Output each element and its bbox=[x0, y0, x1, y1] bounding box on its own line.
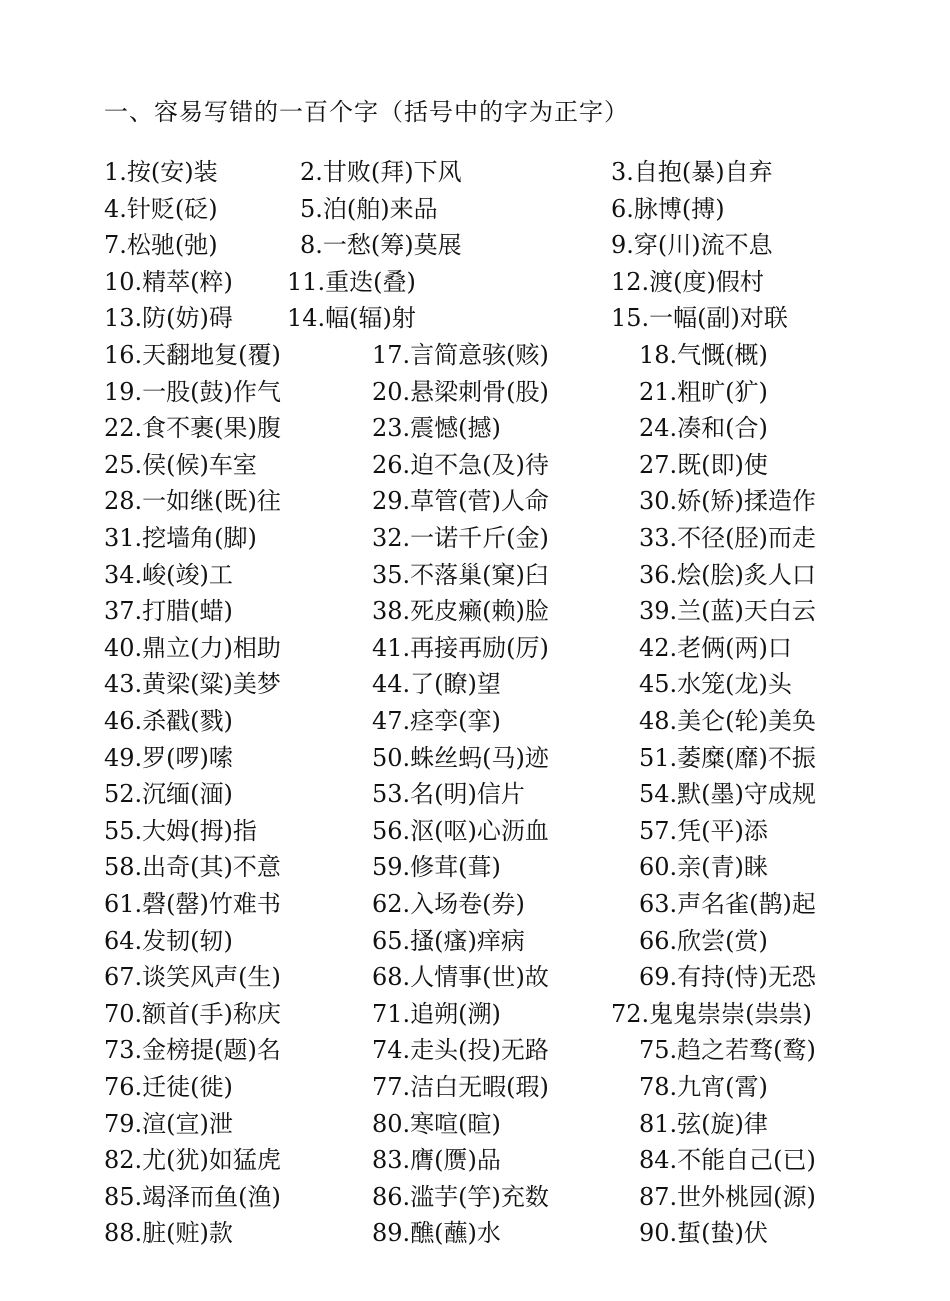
list-item: 37.打腊(蜡) bbox=[104, 597, 233, 626]
list-item: 80.寒喧(暄) bbox=[372, 1109, 501, 1138]
list-item: 67.谈笑风声(生) bbox=[104, 963, 281, 992]
list-item: 26.迫不急(及)待 bbox=[372, 450, 549, 479]
list-item: 2.甘败(拜)下风 bbox=[300, 158, 462, 186]
list-item: 81.弦(旋)律 bbox=[639, 1109, 768, 1138]
list-item: 89.醮(蘸)水 bbox=[372, 1219, 501, 1248]
list-item: 69.有持(恃)无恐 bbox=[639, 963, 816, 992]
list-item: 48.美仑(轮)美奂 bbox=[639, 707, 816, 735]
list-item: 34.峻(竣)工 bbox=[104, 560, 233, 589]
list-item: 10.精萃(粹) bbox=[104, 267, 233, 296]
list-item: 61.磬(罄)竹难书 bbox=[104, 890, 281, 918]
list-item: 21.粗旷(犷) bbox=[639, 377, 768, 406]
list-item: 52.沉缅(湎) bbox=[104, 780, 233, 809]
list-item: 18.气慨(概) bbox=[639, 341, 768, 369]
list-item: 38.死皮癞(赖)脸 bbox=[372, 597, 549, 626]
list-item: 7.松驰(弛) bbox=[104, 231, 218, 260]
list-item: 27.既(即)使 bbox=[639, 450, 768, 479]
list-item: 12.渡(度)假村 bbox=[611, 267, 764, 296]
list-item: 20.悬梁刺骨(股) bbox=[372, 377, 549, 406]
list-item: 19.一股(鼓)作气 bbox=[104, 377, 281, 406]
list-item: 39.兰(蓝)天白云 bbox=[639, 597, 816, 626]
list-item: 66.欣尝(赏) bbox=[639, 926, 768, 955]
list-item: 50.蛛丝蚂(马)迹 bbox=[372, 743, 549, 772]
list-item: 8.一愁(筹)莫展 bbox=[300, 231, 462, 260]
list-item: 71.追朔(溯) bbox=[372, 999, 501, 1028]
list-item: 70.额首(手)称庆 bbox=[104, 999, 281, 1028]
list-item: 65.搔(瘙)痒病 bbox=[372, 926, 525, 955]
list-item: 44.了(瞭)望 bbox=[372, 670, 501, 699]
list-item: 9.穿(川)流不息 bbox=[611, 231, 773, 260]
list-item: 13.防(妨)碍 bbox=[104, 304, 233, 333]
list-item: 22.食不裹(果)腹 bbox=[104, 414, 281, 443]
list-item: 72.鬼鬼崇崇(祟祟) bbox=[611, 999, 812, 1028]
list-item: 54.默(墨)守成规 bbox=[639, 780, 816, 809]
list-item: 15.一幅(副)对联 bbox=[611, 304, 788, 333]
list-item: 59.修茸(葺) bbox=[372, 853, 501, 882]
list-item: 11.重迭(叠) bbox=[287, 267, 416, 296]
list-item: 56.沤(呕)心沥血 bbox=[372, 816, 549, 845]
list-item: 87.世外桃园(源) bbox=[639, 1182, 816, 1211]
list-item: 90.蜇(蛰)伏 bbox=[639, 1219, 768, 1248]
list-item: 86.滥芋(竽)充数 bbox=[372, 1182, 549, 1211]
list-item: 35.不落巢(窠)臼 bbox=[372, 560, 549, 589]
list-item: 64.发韧(轫) bbox=[104, 926, 233, 955]
list-item: 51.萎糜(靡)不振 bbox=[639, 743, 816, 772]
list-item: 43.黄梁(粱)美梦 bbox=[104, 670, 281, 699]
list-item: 40.鼎立(力)相助 bbox=[104, 633, 281, 662]
list-item: 55.大姆(拇)指 bbox=[104, 816, 257, 845]
list-item: 75.趋之若骛(鹜) bbox=[639, 1036, 816, 1065]
list-item: 46.杀戳(戮) bbox=[104, 707, 233, 735]
list-item: 78.九宵(霄) bbox=[639, 1073, 768, 1101]
list-item: 24.凑和(合) bbox=[639, 414, 768, 443]
list-item: 49.罗(啰)嗦 bbox=[104, 743, 233, 772]
list-item: 79.渲(宣)泄 bbox=[104, 1109, 233, 1138]
list-item: 73.金榜提(题)名 bbox=[104, 1036, 281, 1065]
list-item: 25.侯(候)车室 bbox=[104, 450, 257, 479]
list-item: 16.天翻地复(覆) bbox=[104, 341, 281, 369]
list-item: 29.草管(菅)人命 bbox=[372, 487, 549, 516]
list-item: 63.声名雀(鹊)起 bbox=[639, 890, 816, 918]
list-item: 84.不能自己(已) bbox=[639, 1146, 816, 1175]
list-item: 58.出奇(其)不意 bbox=[104, 853, 281, 882]
list-item: 1.按(安)装 bbox=[104, 158, 218, 186]
list-item: 31.挖墙角(脚) bbox=[104, 524, 257, 552]
list-item: 23.震憾(撼) bbox=[372, 414, 501, 443]
list-item: 57.凭(平)添 bbox=[639, 816, 768, 845]
list-item: 47.痉孪(挛) bbox=[372, 707, 501, 735]
list-item: 4.针贬(砭) bbox=[104, 194, 218, 223]
page-title: 一、容易写错的一百个字（括号中的字为正字） bbox=[104, 98, 629, 126]
list-item: 62.入场卷(券) bbox=[372, 890, 525, 918]
list-item: 17.言简意骇(赅) bbox=[372, 341, 549, 369]
list-item: 5.泊(舶)来品 bbox=[300, 194, 438, 223]
list-item: 6.脉博(搏) bbox=[611, 194, 725, 223]
list-item: 45.水笼(龙)头 bbox=[639, 670, 792, 699]
list-item: 74.走头(投)无路 bbox=[372, 1036, 549, 1065]
list-item: 33.不径(胫)而走 bbox=[639, 524, 816, 552]
list-item: 85.竭泽而鱼(渔) bbox=[104, 1182, 281, 1211]
list-item: 14.幅(辐)射 bbox=[287, 304, 416, 333]
list-item: 77.洁白无暇(瑕) bbox=[372, 1073, 549, 1101]
list-item: 76.迁徒(徙) bbox=[104, 1073, 233, 1101]
list-item: 60.亲(青)睐 bbox=[639, 853, 768, 882]
list-item: 53.名(明)信片 bbox=[372, 780, 525, 809]
list-item: 83.膺(赝)品 bbox=[372, 1146, 501, 1175]
list-item: 30.娇(矫)揉造作 bbox=[639, 487, 816, 516]
list-item: 36.烩(脍)炙人口 bbox=[639, 560, 816, 589]
list-item: 28.一如继(既)往 bbox=[104, 487, 281, 516]
list-item: 32.一诺千斤(金) bbox=[372, 524, 549, 552]
list-item: 68.人情事(世)故 bbox=[372, 963, 549, 992]
list-item: 42.老俩(两)口 bbox=[639, 633, 792, 662]
list-item: 3.自抱(暴)自弃 bbox=[611, 158, 773, 186]
list-item: 82.尤(犹)如猛虎 bbox=[104, 1146, 281, 1175]
list-item: 41.再接再励(厉) bbox=[372, 633, 549, 662]
list-item: 88.脏(赃)款 bbox=[104, 1219, 233, 1248]
